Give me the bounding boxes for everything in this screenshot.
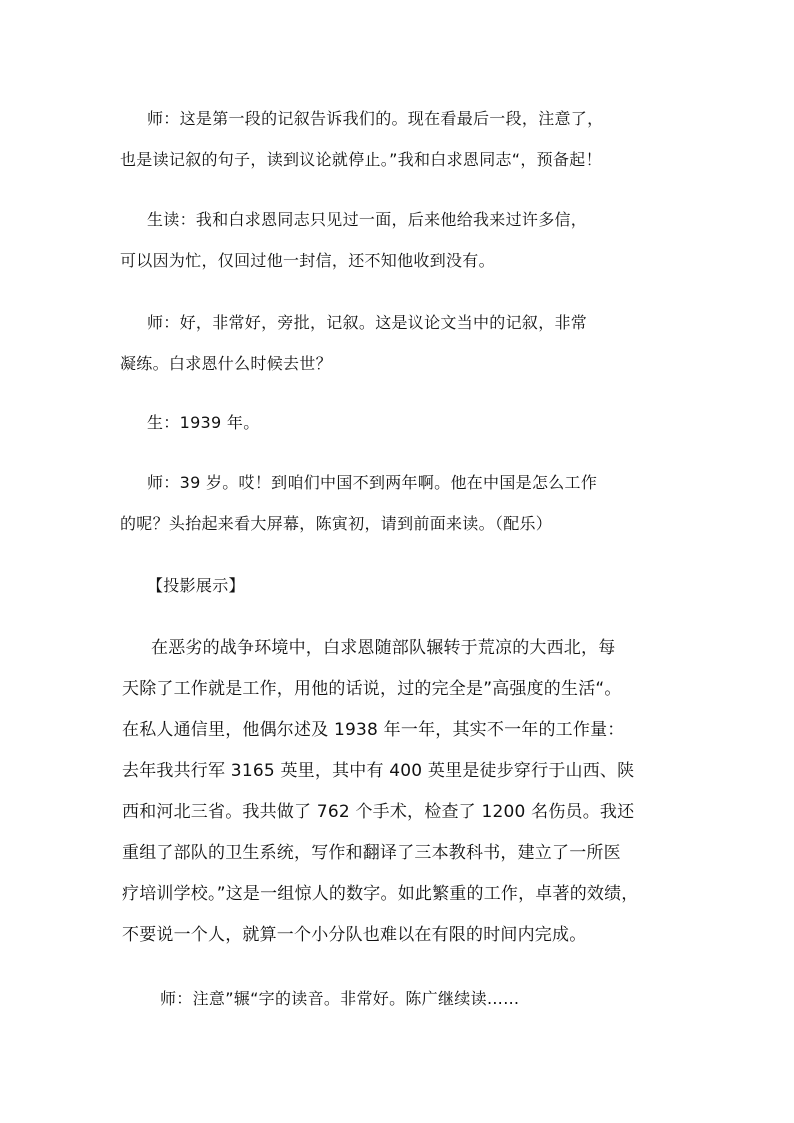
dialogue-line: 凝练。白求恩什么时候去世？ [120,354,332,373]
projection-text-line: 重组了部队的卫生系统，写作和翻译了三本教科书，建立了一所医 [122,843,621,863]
projection-text-line: 不要说一个人，就算一个小分队也难以在有限的时间内完成。 [122,925,587,945]
projection-text-line: 疗培训学校。”这是一组惊人的数字。如此繁重的工作，卓著的效绩， [122,884,639,904]
projection-text-line: 在私人通信里，他偶尔述及 1938 年一年，其实不一年的工作量： [122,720,625,740]
projection-text-line: 去年我共行军 3165 英里，其中有 400 英里是徒步穿行于山西、陕 [122,761,635,781]
dialogue-line: 生：1939 年。 [147,413,260,432]
dialogue-line: 师：好，非常好，旁批，记叙。这是议论文当中的记叙，非常 [147,313,588,332]
projection-text-line: 天除了工作就是工作，用他的话说，过的完全是”高强度的生活“。 [122,679,622,699]
projection-text-line: 西和河北三省。我共做了 762 个手术，检查了 1200 名伤员。我还 [122,802,635,822]
section-heading: 【投影展示】 [147,576,245,595]
dialogue-line: 师：这是第一段的记叙告诉我们的。现在看最后一段，注意了， [147,109,604,128]
dialogue-line: 可以因为忙，仅回过他一封信，还不知他收到没有。 [120,251,495,270]
dialogue-line: 生读：我和白求恩同志只见过一面，后来他给我来过许多信， [147,210,588,229]
dialogue-line: 也是读记叙的句子，读到议论就停止。”我和白求恩同志“，预备起！ [120,150,602,169]
dialogue-line: 师：注意”辗“字的读音。非常好。陈广继续读…… [160,989,520,1008]
dialogue-line: 师：39 岁。哎！到咱们中国不到两年啊。他在中国是怎么工作 [147,473,598,492]
dialogue-line: 的呢？头抬起来看大屏幕，陈寅初，请到前面来读。（配乐） [120,514,553,533]
projection-text-line: 在恶劣的战争环境中，白求恩随部队辗转于荒凉的大西北，每 [151,638,616,658]
